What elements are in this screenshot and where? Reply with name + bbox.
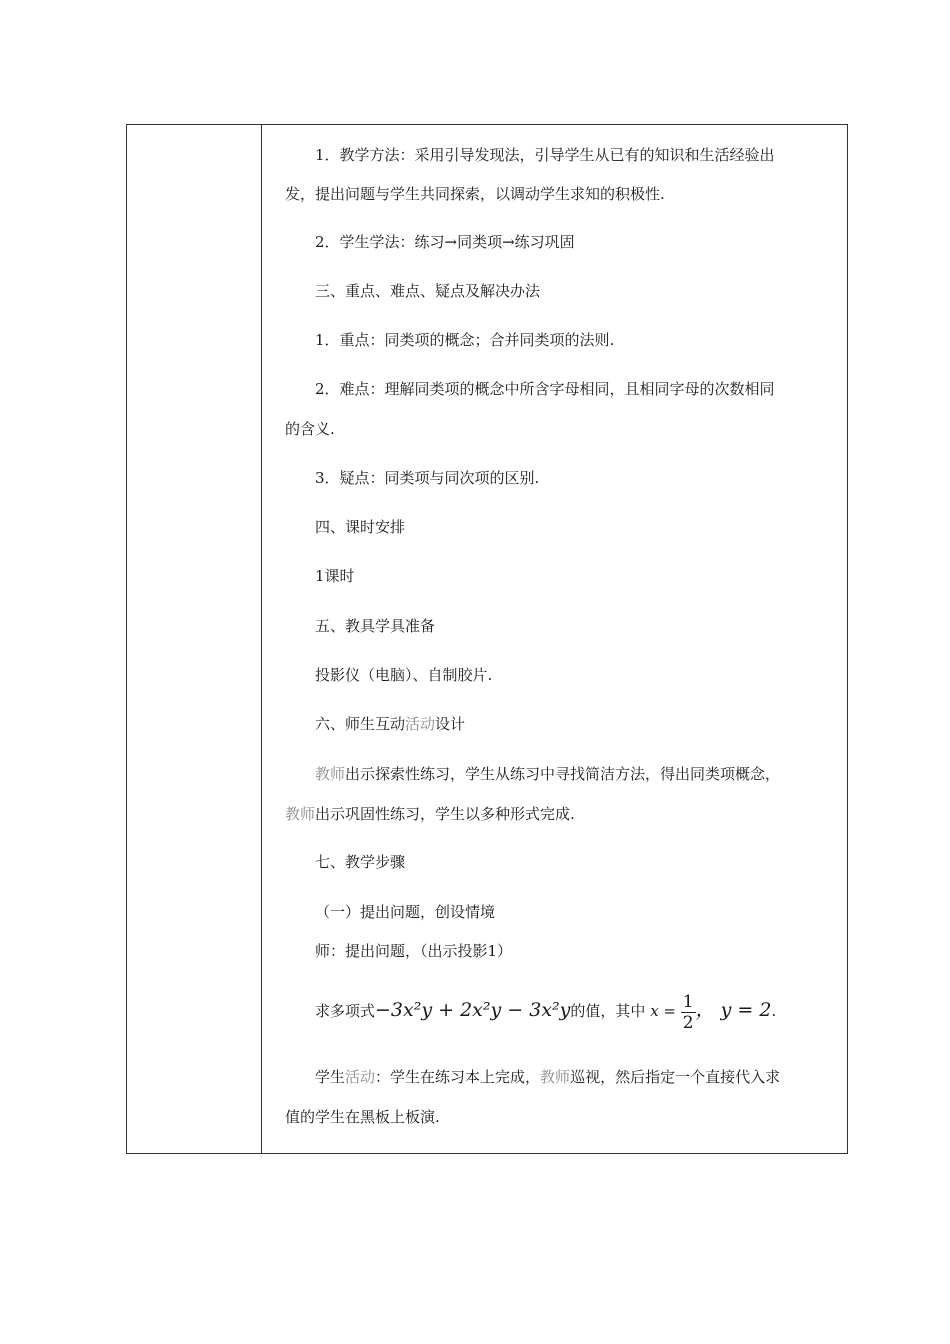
highlight-word: 教师 (540, 1068, 571, 1086)
highlight-word: 教师 (285, 805, 316, 823)
text-line: 2．难点：理解同类项的概念中所含字母相同，且相同字母的次数相同 (315, 380, 775, 398)
formula-line (315, 987, 776, 1034)
section-heading: 三、重点、难点、疑点及解决办法 (315, 282, 541, 300)
text-segment: 六、师生互动 (315, 715, 406, 733)
text-line: 1．教学方法：采用引导发现法，引导学生从已有的知识和生活经验出 (315, 146, 775, 164)
text-line: 2．学生学法：练习→同类项→练习巩固 (315, 233, 575, 251)
section-heading: 七、教学步骤 (315, 853, 406, 871)
text-segment: 学生 (315, 1068, 346, 1086)
text-segment: 出示探索性练习，学生从练习中寻找简洁方法，得出同类项概念， (345, 765, 781, 783)
highlight-word: 活动 (405, 715, 436, 733)
section-heading: 四、课时安排 (315, 518, 406, 536)
lesson-table (126, 124, 848, 1154)
y-value: ， y = 2 (695, 999, 772, 1021)
highlight-word: 活动 (345, 1068, 376, 1086)
text-line: 1．重点：同类项的概念；合并同类项的法则. (315, 331, 615, 349)
text-line: 投影仪（电脑）、自制胶片. (315, 666, 493, 684)
text-line: 师：提出问题，（出示投影1） (315, 942, 513, 960)
fraction-denominator: 2 (682, 1012, 694, 1033)
column-divider (261, 125, 262, 1153)
text-line: 发，提出问题与学生共同探索，以调动学生求知的积极性. (285, 185, 665, 203)
text-line: 1课时 (315, 567, 355, 585)
text-segment: ：学生在练习本上完成， (375, 1068, 541, 1086)
text-line (315, 764, 780, 784)
text-line: 的含义. (285, 420, 335, 438)
text-line: 值的学生在黑板上板演. (285, 1108, 440, 1126)
section-heading: 五、教具学具准备 (315, 617, 436, 635)
text-line (315, 1067, 780, 1087)
text-segment: 出示巩固性练习，学生以多种形式完成. (315, 805, 575, 823)
text-line: 3．疑点：同类项与同次项的区别. (315, 469, 540, 487)
text-segment: 巡视，然后指定一个直接代入求 (570, 1068, 781, 1086)
text-line (285, 804, 575, 824)
x-label: x = (650, 1002, 676, 1020)
text-segment: . (771, 1002, 777, 1020)
polynomial-formula: −3x²y + 2x²y − 3x²y (375, 999, 571, 1021)
subsection-heading: （一）提出问题，创设情境 (315, 903, 496, 921)
section-heading (315, 714, 465, 734)
text-segment: 求多项式 (315, 1002, 376, 1020)
highlight-word: 教师 (315, 765, 346, 783)
fraction-numerator: 1 (682, 991, 694, 1012)
text-segment: 的值，其中 (570, 1002, 646, 1020)
text-segment: 设计 (435, 715, 466, 733)
fraction (681, 992, 696, 1033)
